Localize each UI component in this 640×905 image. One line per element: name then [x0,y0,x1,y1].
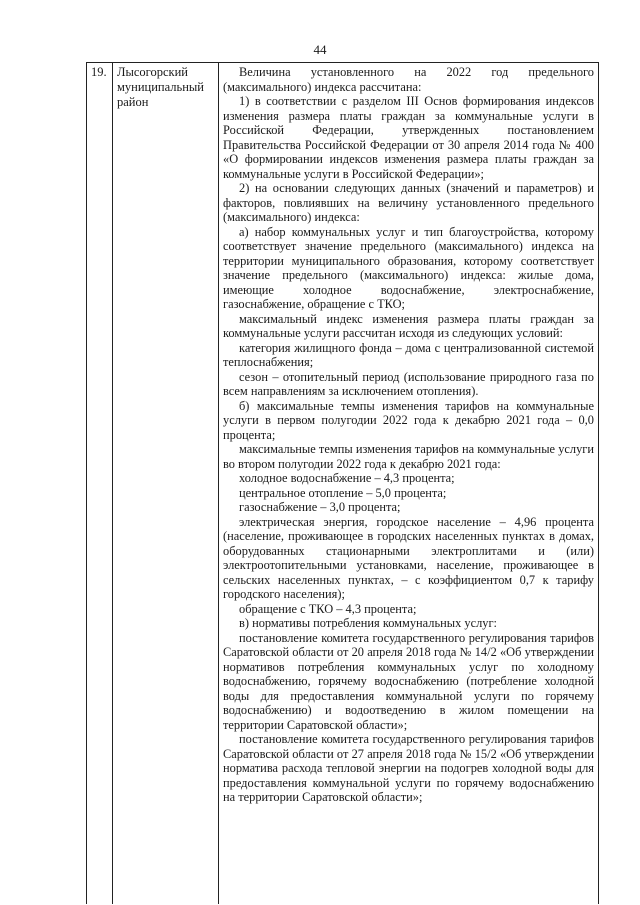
content-cell [219,63,599,905]
paragraph: холодное водоснабжение – 4,3 процента; [239,471,455,485]
paragraph: б) максимальные темпы изменения тарифов на коммунальные услуги в первом полугодии 2022 года к декабрю 2021 года – 0,0 процента; [223,398,594,442]
paragraph: максимальный индекс изменения размера платы граждан за коммунальные услуги рассчитан исходя из следующих условий: [223,311,594,340]
paragraph: 1) в соответствии с разделом III Основ формирования индексов изменения размера платы граждан за коммунальные услуги в Российской Федерации, утвержденных постановлением Правительства Российской Федерации от 30 апреля 2014 года № 400 «О формировании индексов изменения размера платы граждан за коммунальные услуги в Российской Федерации»; [223,94,594,181]
paragraph: категория жилищного фонда – дома с централизованной системой теплоснабжения; [223,340,594,369]
row-number-cell [87,63,113,905]
paragraph: Величина установленного на 2022 год предельного (максимального) индекса рассчитана: [223,65,594,94]
content-body [219,63,598,805]
paragraph: максимальные темпы изменения тарифов на коммунальные услуги во втором полугодии 2022 года к декабрю 2021 года: [223,442,594,471]
paragraph: газоснабжение – 3,0 процента; [239,500,401,514]
paragraph: 2) на основании следующих данных (значений и параметров) и факторов, повлиявших на величину установленного предельного (максимального) индекса: [223,181,594,224]
document-table [86,62,599,904]
paragraph: в) нормативы потребления коммунальных услуг: [239,616,497,630]
page-number: 44 [313,42,327,57]
district-cell [113,63,219,905]
paragraph: сезон – отопительный период (использование природного газа по всем направлениям за исключением отопления). [223,369,594,398]
district-name: Лысогорский муниципальный район [117,65,204,109]
paragraph: электрическая энергия, городское население – 4,96 процента (население, проживающее в городских населенных пунктах в домах, оборудованных стационарными электроплитами и (или) электроотопительными установками, население, проживающее в сельских населенных пунктах, – с коэффициентом 0,7 к тарифу городского населения); [223,514,594,601]
paragraph: постановление комитета государственного регулирования тарифов Саратовской области от 20 апреля 2018 года № 14/2 «Об утверждении нормативов потребления коммунальных услуг по холодному водоснабжению, горячему водоснабжению (потребление холодной воды для предоставления коммунальной услуги по горячему водоснабжению) и водоотведению в жилом помещении на территории Саратовской области»; [223,630,594,732]
paragraph: постановление комитета государственного регулирования тарифов Саратовской области от 27 апреля 2018 года № 15/2 «Об утверждении норматива расхода тепловой энергии на подогрев холодной воды для предоставления коммунальной услуги по горячему водоснабжению на территории Саратовской области»; [223,732,594,804]
paragraph: а) набор коммунальных услуг и тип благоустройства, которому соответствует значение предельного (максимального) индекса на территории муниципального образования, которому соответствует значение предельного (максимального) индекса: жилые дома, имеющие холодное водоснабжение, электроснабжение, газоснабжение, обращение с ТКО; [223,224,594,311]
paragraph: центральное отопление – 5,0 процента; [239,485,447,500]
table-row [87,63,599,905]
row-number: 19. [91,65,107,79]
paragraph: обращение с ТКО – 4,3 процента; [239,601,417,616]
